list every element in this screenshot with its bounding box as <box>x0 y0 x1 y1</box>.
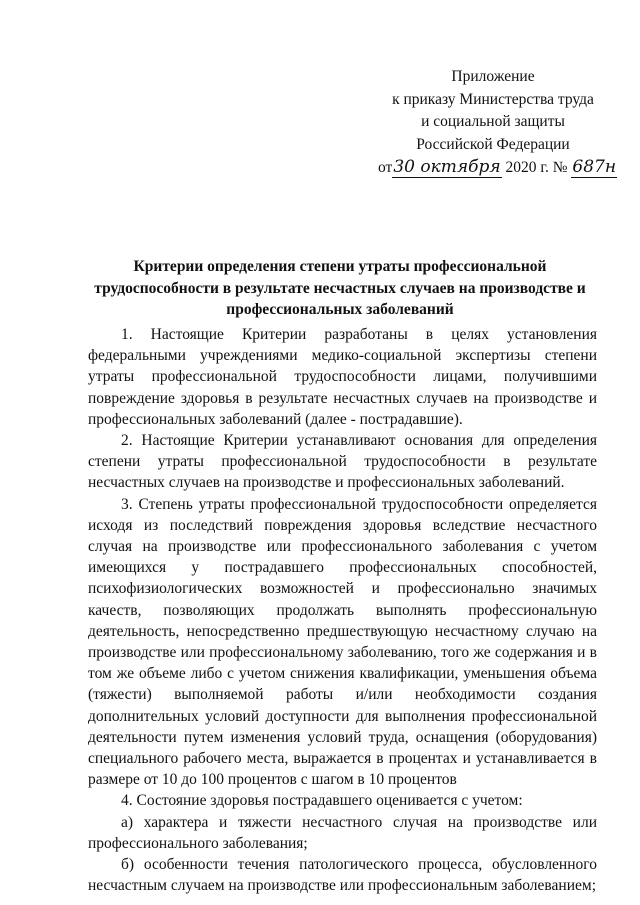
order-prefix: от <box>378 159 393 176</box>
paragraph-1: 1. Настоящие Критерии разработаны в целях установления федеральными учреждениями медико-социальной экспертизы степени утраты профессиональной трудоспособности лицами, получившими повреждение здоровья в результате несчастных случаев на производстве и профессиональных заболеваний (далее - пострадавшие). <box>88 326 597 428</box>
appendix-order-ref: к приказу Министерства труда <box>392 90 594 108</box>
paragraph-4b: б) особенности течения патологического процесса, обусловленного несчастным случаем на производстве или профессиональным заболеванием; <box>88 856 597 895</box>
appendix-header <box>378 66 617 180</box>
title-line-3: профессиональных заболеваний <box>226 301 454 318</box>
paragraph-2: 2. Настоящие Критерии устанавливают основания для определения степени утраты профессиональной трудоспособности в результате несчастных случаев на производстве и профессиональных заболеваний. <box>88 432 597 492</box>
order-date-number <box>378 156 617 180</box>
appendix-country: Российской Федерации <box>416 135 570 153</box>
order-year: 2020 г. <box>505 159 549 176</box>
title-line-1: Критерии определения степени утраты профессиональной <box>133 258 547 275</box>
document-body <box>88 324 597 896</box>
order-date-handwritten: 30 октября <box>393 157 501 177</box>
appendix-label: Приложение <box>451 68 535 85</box>
title-line-2: трудоспособности в результате несчастных случаев на производстве и <box>94 279 586 297</box>
paragraph-3: 3. Степень утраты профессиональной трудоспособности определяется исходя из последствий повреждения здоровья вследствие несчастного случая на производстве или профессионального заболевания с учетом имеющихся у пострадавшего профессиональных способностей, психофизиологических возможностей и профессионально значимых качеств, позволяющих продолжать выполнять профессиональную деятельность, непосредственно предшествующую несчастному случаю на производстве или профессиональному заболеванию, того же содержания и в том же объеме либо с учетом снижения квалификации, уменьшения объема (тяжести) выполняемой работы и/или необходимости создания дополнительных условий доступности для выполнения профессиональной деятельности путем изменения условий труда, оснащения (оборудования) специального рабочего места, выражается в процентах и устанавливается в размере от 10 до 100 процентов с шагом в 10 процентов <box>88 495 597 789</box>
paragraph-4: 4. Состояние здоровья пострадавшего оценивается с учетом: <box>121 792 523 810</box>
order-number-handwritten: 687н <box>572 157 617 177</box>
paragraph-4a: а) характера и тяжести несчастного случая на производстве или профессионального заболевания; <box>88 813 597 852</box>
document-title <box>80 256 600 321</box>
appendix-ministry: и социальной защиты <box>421 113 565 130</box>
order-number-label: № <box>552 159 568 176</box>
